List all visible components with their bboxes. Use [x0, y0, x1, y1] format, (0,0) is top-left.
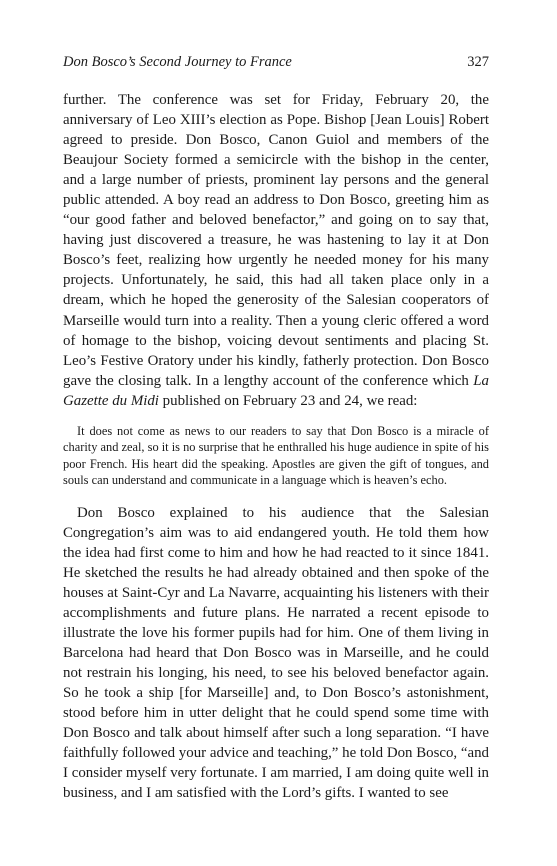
- paragraph-continued: [63, 90, 489, 411]
- paragraph-text: further. The conference was set for Friday, February 20, the anniversary of Leo XIII’s election as Pope. Bishop [Jean Louis] Robert agreed to preside. Don Bosco, Canon Guiol and members of the Beaujour Society formed a semicircle with the bishop in the center, and a large number of priests, prominent lay persons and the general public attended. A boy read an address to Don Bosco, greeting him as “our good father and beloved benefactor,” and going on to say that, having just discovered a treasure, he was hastening to lay it at Don Bosco’s feet, realizing how urgently he needed money for his many projects. Unfortunately, he said, this had all taken place only in a dream, which he hoped the generosity of the Salesian cooperators of Marseille would turn into a reality. Then a young cleric offered a word of homage to the bishop, voicing devout sentiments and placing St. Leo’s Festive Oratory under his kindly, fatherly protection. Don Bosco gave the closing talk. In a lengthy account of the conference which: [63, 92, 489, 389]
- newspaper-title: La Gazette du Midi: [63, 372, 489, 409]
- page-header: [63, 54, 489, 74]
- paragraph-text-end: published on February 23 and 24, we read:: [158, 392, 418, 409]
- paragraph: Don Bosco explained to his audience that the Salesian Congregation’s aim was to aid endangered youth. He told them how the idea had first come to him and how he had reacted to it since 1841. He sketched the results he had already obtained and then spoke of the houses at Saint-Cyr and La Navarre, acquainting his listeners with their accomplishments and future plans. He narrated a recent episode to illustrate the love his former pupils had for him. One of them living in Barcelona had heard that Don Bosco was in Marseille, and he could not restrain his longing, his need, to see his beloved benefactor again. So he took a ship [for Marseille] and, to Don Bosco’s astonishment, stood before him in utter delight that he could spend some time with Don Bosco and talk about himself after such a long separation. “I have faithfully followed your advice and teaching,” he told Don Bosco, “and I consider myself very fortunate. I am married, I am doing quite well in business, and I am satisfied with the Lord’s gifts. I wanted to see: [63, 504, 489, 802]
- body-text: [63, 90, 489, 803]
- page-number: 327: [467, 54, 489, 70]
- running-title: Don Bosco’s Second Journey to France: [63, 54, 292, 70]
- block-quote: It does not come as news to our readers to say that Don Bosco is a miracle of charity and zeal, so it is no surprise that he enthralled his huge audience in spite of his poor French. His heart did the speaking. Apostles are given the gift of tongues, and souls can understand and communicate in a language which is heaven’s echo.: [63, 423, 489, 488]
